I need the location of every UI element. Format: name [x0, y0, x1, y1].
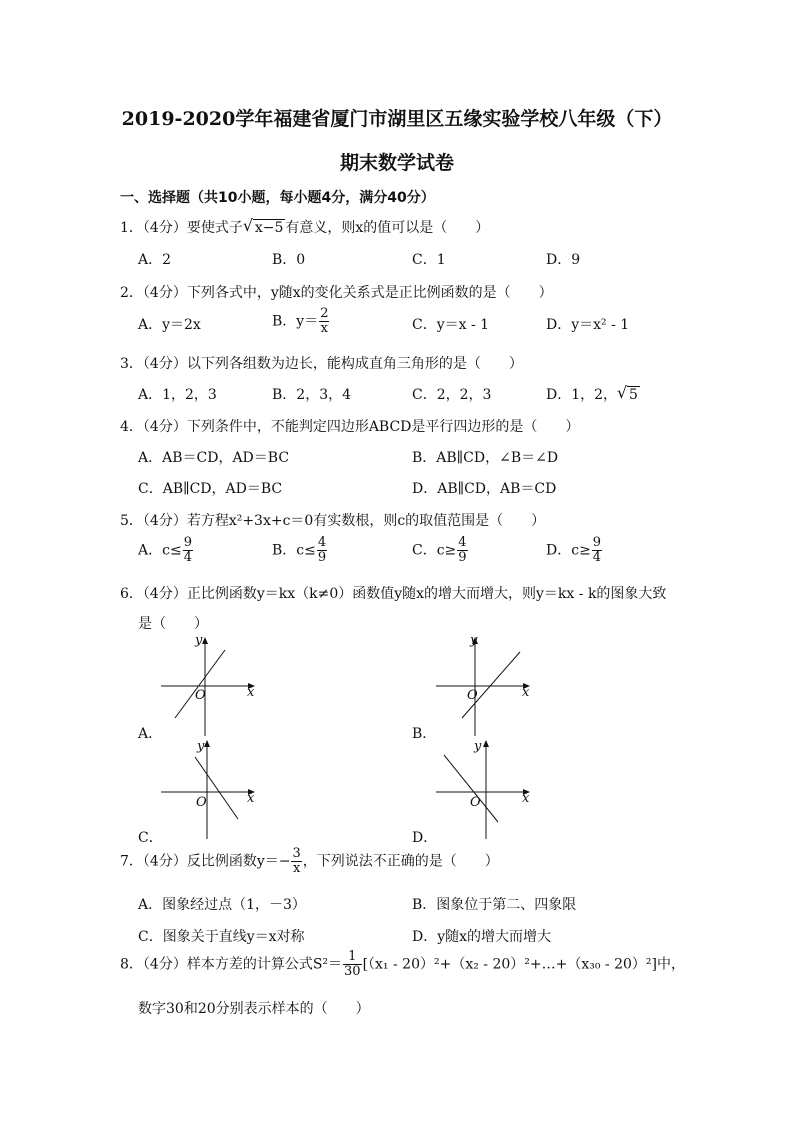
y-label: y [470, 633, 478, 648]
q3-option-a: A．1，2，3 [138, 387, 217, 403]
q6-graph-b [430, 632, 540, 737]
q3-option-d-pre: D．1，2， [546, 387, 618, 403]
q5-d-fraction [592, 536, 602, 565]
y-arrow [202, 637, 208, 644]
function-line [462, 652, 520, 718]
title-line-2: 期末数学试卷 [339, 152, 454, 174]
q6-graph-c [155, 735, 265, 840]
q2-option-b-fraction [319, 307, 329, 336]
q3-option-c: C．2，2，3 [412, 387, 492, 403]
q3-option-d-radical: √ 5 [627, 386, 640, 403]
question-4-stem: 4．（4分）下列条件中，不能判定四边形ABCD是平行四边形的是（ ） [120, 419, 580, 435]
x-label: x [522, 791, 530, 806]
q5-option-d [546, 536, 603, 565]
q2-option-d: D．y＝x² - 1 [546, 317, 630, 333]
q5-a-num: 9 [183, 535, 192, 550]
q5-option-c [412, 536, 469, 565]
q5-c-den: 9 [458, 550, 467, 565]
q2-option-b [272, 307, 330, 336]
q1-stem-b: 有意义，则x的值可以是（ ） [285, 220, 490, 236]
question-7-stem [120, 847, 499, 876]
q5-d-num: 9 [592, 535, 602, 550]
q8-stem-post: [（x₁ - 20）²+（x₂ - 20）²+…+（x₃₀ - 20）²]中， [362, 956, 686, 973]
q1-option-d: D．9 [546, 252, 581, 268]
q7-option-b: B．图象位于第二、四象限 [412, 897, 577, 913]
q6-graph-a [155, 632, 265, 737]
origin-label: O [196, 795, 207, 810]
function-line [444, 755, 498, 822]
x-label: x [247, 791, 255, 806]
q3-option-d [546, 384, 640, 404]
q6-graph-d [430, 735, 540, 840]
q5-d-den: 4 [592, 550, 602, 565]
q5-b-pre: B．c≤ [272, 542, 316, 559]
q4-option-d: D．AB∥CD，AB＝CD [412, 481, 557, 497]
y-arrow [483, 740, 489, 747]
q5-option-a [138, 536, 194, 565]
q7-option-a: A．图象经过点（1，－3） [138, 897, 306, 913]
q2-option-a: A．y＝2x [138, 317, 201, 333]
q8-fraction [343, 950, 362, 979]
q8-stem-pre: 8．（4分）样本方差的计算公式S²＝ [120, 956, 343, 973]
q5-a-pre: A．c≤ [138, 542, 182, 559]
q6-label-b: B． [412, 726, 437, 742]
q5-b-fraction [317, 536, 327, 565]
q5-c-fraction [457, 536, 467, 565]
q1-radical: √ x−5 [253, 219, 286, 236]
question-5-stem: 5．（4分）若方程x²+3x+c＝0有实数根，则c的取值范围是（ ） [120, 513, 546, 529]
q4-option-c: C．AB∥CD，AD＝BC [138, 481, 283, 497]
x-label: x [247, 685, 255, 700]
q5-a-fraction [183, 536, 193, 565]
q5-option-b [272, 536, 328, 565]
q1-option-b: B．0 [272, 252, 306, 268]
title-line-1: 2019-2020学年福建省厦门市湖里区五缘实验学校八年级（下） [121, 108, 673, 130]
q5-b-num: 4 [317, 535, 327, 550]
y-label: y [474, 739, 482, 754]
question-6-stem-line-2: 是（ ） [138, 616, 208, 632]
y-label: y [197, 739, 205, 754]
q7-stem-post: ，下列说法不正确的是（ ） [302, 853, 499, 870]
y-arrow [204, 740, 210, 747]
origin-label: O [467, 688, 478, 703]
q5-a-den: 4 [183, 550, 192, 565]
function-line [175, 650, 225, 718]
q8-num: 1 [343, 950, 362, 965]
q3-option-b: B．2，3，4 [272, 387, 352, 403]
q7-fraction [291, 847, 301, 876]
q1-option-a: A．2 [138, 252, 172, 268]
x-label: x [522, 685, 530, 700]
q5-c-pre: C．c≥ [412, 542, 457, 559]
q6-label-a: A． [138, 726, 163, 742]
q7-den: x [292, 861, 301, 876]
q5-d-pre: D．c≥ [546, 542, 591, 559]
section-heading: 一、选择题（共10小题，每小题4分，满分40分） [120, 190, 435, 206]
question-1-stem [120, 217, 489, 237]
question-8-stem [120, 950, 685, 979]
q4-option-a: A．AB＝CD，AD＝BC [138, 450, 290, 466]
y-label: y [195, 633, 203, 648]
q5-c-num: 4 [458, 535, 467, 550]
q5-b-den: 9 [317, 550, 327, 565]
q2-option-b-den: x [320, 321, 329, 336]
origin-label: O [470, 795, 481, 810]
question-2-stem: 2．（4分）下列各式中，y随x的变化关系式是正比例函数的是（ ） [120, 285, 553, 301]
q4-option-b: B．AB∥CD，∠B＝∠D [412, 450, 559, 466]
q7-option-d: D．y随x的增大而增大 [412, 929, 552, 945]
question-8-stem-line-2: 数字30和20分别表示样本的（ ） [138, 1001, 370, 1017]
q8-den: 30 [344, 964, 361, 979]
question-3-stem: 3．（4分）以下列各组数为边长，能构成直角三角形的是（ ） [120, 356, 523, 372]
question-6-stem-line-1: 6．（4分）正比例函数y＝kx（k≠0）函数值y随x的增大而增大，则y＝kx - k的图象大致 [120, 586, 667, 602]
q6-label-c: C． [138, 830, 163, 846]
q7-option-c: C．图象关于直线y＝x对称 [138, 929, 305, 945]
q7-num: 3 [292, 846, 301, 861]
q1-stem-a: 1．（4分）要使式子 [120, 220, 243, 236]
q7-stem-pre: 7．（4分）反比例函数y＝− [120, 853, 291, 870]
q2-option-c: C．y＝x - 1 [412, 317, 490, 333]
q1-option-c: C．1 [412, 252, 446, 268]
q2-option-b-num: 2 [320, 306, 329, 321]
q6-label-d: D． [412, 830, 438, 846]
q2-option-b-pre: B．y＝ [272, 313, 319, 330]
origin-label: O [195, 688, 206, 703]
